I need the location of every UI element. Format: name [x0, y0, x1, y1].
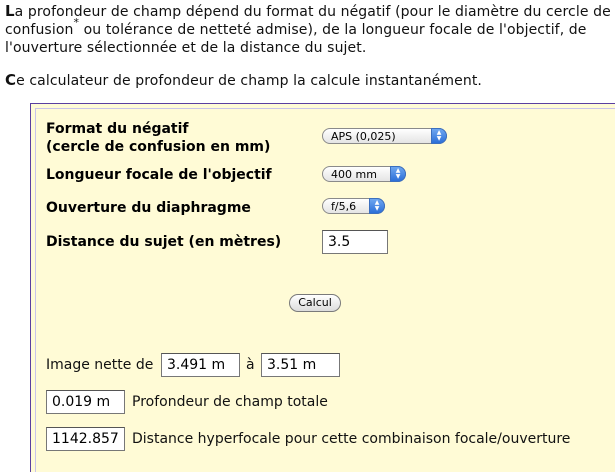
- focal-select-value: 400 mm: [331, 168, 377, 181]
- intro-p2-text: e calculateur de profondeur de champ la calcule instantanément.: [16, 73, 482, 89]
- dropcap-c: C: [5, 71, 17, 89]
- hyperfocal-field[interactable]: 1142.857: [46, 427, 125, 451]
- format-select[interactable]: [322, 128, 447, 144]
- focal-label: Longueur focale de l'objectif: [46, 167, 272, 183]
- aperture-select[interactable]: [322, 198, 385, 214]
- total-dof-label: Profondeur de champ totale: [132, 394, 328, 410]
- aperture-label: Ouverture du diaphragme: [46, 200, 251, 216]
- to-label: à: [246, 357, 255, 373]
- dropcap-l: L: [5, 2, 15, 20]
- intro-p1-text-a: a profondeur de champ dépend du format du négatif (pour le diamètre du cercle de confusion: [5, 4, 611, 38]
- intro-paragraph-2: [5, 71, 615, 90]
- sharp-image-label: Image nette de: [46, 357, 154, 373]
- calcul-button[interactable]: Calcul: [289, 294, 341, 312]
- total-dof-field[interactable]: 0.019 m: [46, 390, 125, 414]
- format-select-value: APS (0,025): [331, 130, 396, 143]
- near-limit-field[interactable]: 3.491 m: [161, 353, 240, 377]
- focal-select[interactable]: [322, 166, 406, 182]
- format-label-line2: (cercle de confusion en mm): [46, 139, 271, 155]
- up-down-arrows-icon: ▲ ▼: [431, 128, 447, 144]
- up-down-arrows-icon: ▲ ▼: [369, 198, 385, 214]
- distance-input[interactable]: 3.5: [322, 230, 388, 254]
- intro-text: [5, 2, 615, 90]
- intro-p1-text-b: ou tolérance de netteté admise), de la longueur focale de l'objectif, de l'ouverture sélectionnée et de la distance du sujet.: [5, 22, 587, 56]
- footnote-marker: *: [73, 16, 80, 30]
- calculator-panel-inner: [35, 108, 615, 472]
- distance-label: Distance du sujet (en mètres): [46, 234, 282, 250]
- format-label-line1: Format du négatif: [46, 121, 189, 137]
- aperture-select-value: f/5,6: [331, 200, 357, 213]
- far-limit-field[interactable]: 3.51 m: [261, 353, 340, 377]
- intro-paragraph-1: [5, 2, 615, 57]
- hyperfocal-label: Distance hyperfocale pour cette combinaison focale/ouverture: [132, 431, 571, 447]
- calculator-panel: [30, 103, 615, 472]
- up-down-arrows-icon: ▲ ▼: [390, 166, 406, 182]
- format-label: [46, 120, 270, 156]
